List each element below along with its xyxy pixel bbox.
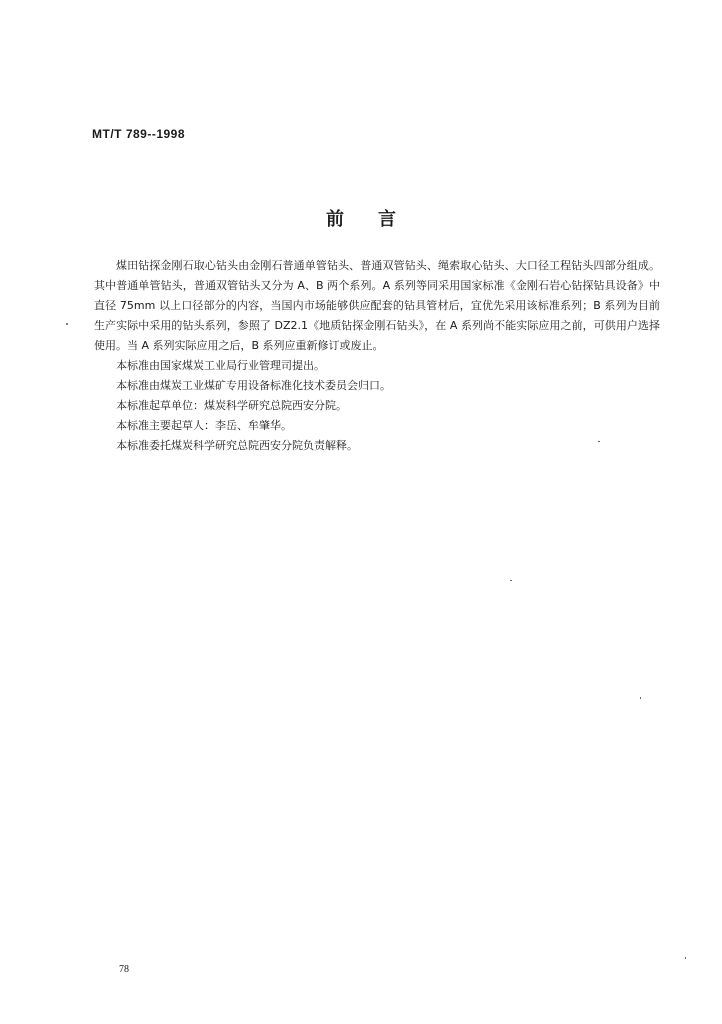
foreword-paragraph: 本标准由煤炭工业煤矿专用设备标准化技术委员会归口。 (116, 379, 391, 392)
page-number: 78 (119, 964, 129, 975)
scan-speck (640, 697, 641, 699)
foreword-paragraph: 本标准由国家煤炭工业局行业管理司提出。 (116, 359, 325, 372)
scan-speck (510, 580, 512, 581)
foreword-paragraph: 本标准主要起草人：李岳、牟肇华。 (116, 419, 292, 432)
foreword-paragraph: 本标准委托煤炭科学研究总院西安分院负责解释。 (116, 439, 358, 452)
scan-speck (598, 441, 600, 442)
foreword-paragraph: 煤田钻探金刚石取心钻头由金刚石普通单管钻头、普通双管钻头、绳索取心钻头、大口径工程钻头四部分组成。其中普通单管钻头，普通双管钻头又分为 A、B 两个系列。A 系列等同采用国家标准《金刚石岩心钻探钻具设备》中直径 75mm 以上口径部分的内容，当国内市场能够供应配套的钻具管材后，宜优先采用该标准系列；B 系列为目前生产实际中采用的钻头系列，参照了 DZ2.1《地质钻探金刚石钻头》，在 A 系列尚不能实际应用之前，可供用户选择使用。当 A 系列实际应用之后，B 系列应重新修订或废止。 (94, 259, 660, 352)
scan-speck (685, 957, 686, 959)
foreword-paragraph: 本标准起草单位：煤炭科学研究总院西安分院。 (116, 399, 347, 412)
scan-speck (66, 323, 68, 325)
page-title: 前言 (326, 209, 430, 230)
foreword-body (94, 256, 660, 456)
standard-code-header: MT/T 789--1998 (92, 127, 186, 141)
